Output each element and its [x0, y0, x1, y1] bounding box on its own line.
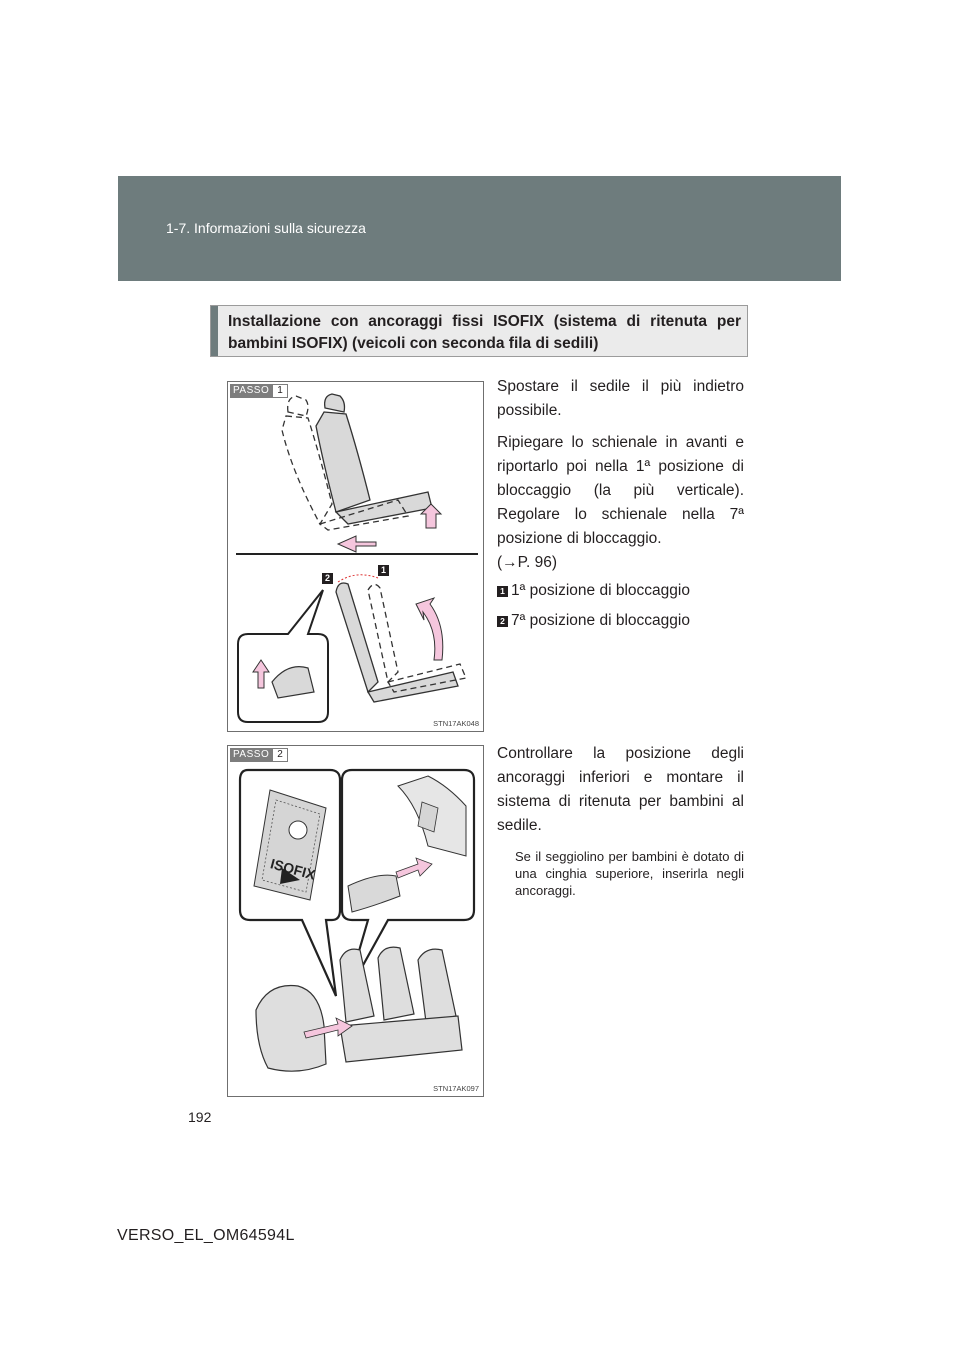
step2-note: Se il seggiolino per bambini è dotato di una cinghia superiore, inserirla negli ancoraggi. [515, 849, 744, 898]
step1-badge-word: PASSO [230, 384, 272, 398]
step1-text [497, 375, 744, 639]
isofix-label: ISOFIX [268, 855, 318, 883]
step2-badge [230, 748, 288, 762]
figure-step2 [227, 745, 484, 1097]
page-number: 192 [188, 1109, 212, 1125]
isofix-installation-illustration [228, 746, 484, 1097]
figure-marker-1: 1 [378, 565, 389, 576]
step2-text [497, 742, 744, 899]
step2-para1: Controllare la posizione degli ancoraggi inferiori e montare il sistema di ritenuta per bambini al sedile. [497, 745, 744, 834]
legend-marker-2: 2 [497, 616, 508, 627]
figure2-code: STN17AK097 [433, 1084, 479, 1093]
document-code: VERSO_EL_OM64594L [117, 1227, 295, 1244]
section-title-box [210, 305, 748, 357]
legend-text-2: 7ª posizione di bloccaggio [511, 612, 690, 629]
legend-item-2 [497, 609, 744, 633]
header-band [118, 176, 841, 281]
seat-recline-illustration [228, 382, 484, 732]
figure-marker-2: 2 [322, 573, 333, 584]
step2-badge-word: PASSO [230, 748, 272, 762]
section-breadcrumb: 1-7. Informazioni sulla sicurezza [166, 220, 366, 236]
step1-para1: Spostare il sedile il più indietro possibile. [497, 378, 744, 419]
legend-marker-1: 1 [497, 586, 508, 597]
step2-badge-number: 2 [272, 748, 288, 762]
legend-text-1: 1ª posizione di bloccaggio [511, 582, 690, 599]
step1-para2: Ripiegare lo schienale in avanti e riportarlo poi nella 1ª posizione di bloccaggio (la più verticale). Regolare lo schienale nella 7ª posizione di bloccaggio. [497, 434, 744, 547]
section-title: Installazione con ancoraggi fissi ISOFIX (sistema di ritenuta per bambini ISOFIX) (veicoli con seconda fila di sedili) [228, 313, 741, 352]
section-accent-bar [211, 306, 218, 356]
step1-badge [230, 384, 288, 398]
figure-step1 [227, 381, 484, 732]
step1-reference: (→P. 96) [497, 554, 558, 571]
step1-badge-number: 1 [272, 384, 288, 398]
figure1-code: STN17AK048 [433, 719, 479, 728]
legend-item-1 [497, 579, 744, 603]
